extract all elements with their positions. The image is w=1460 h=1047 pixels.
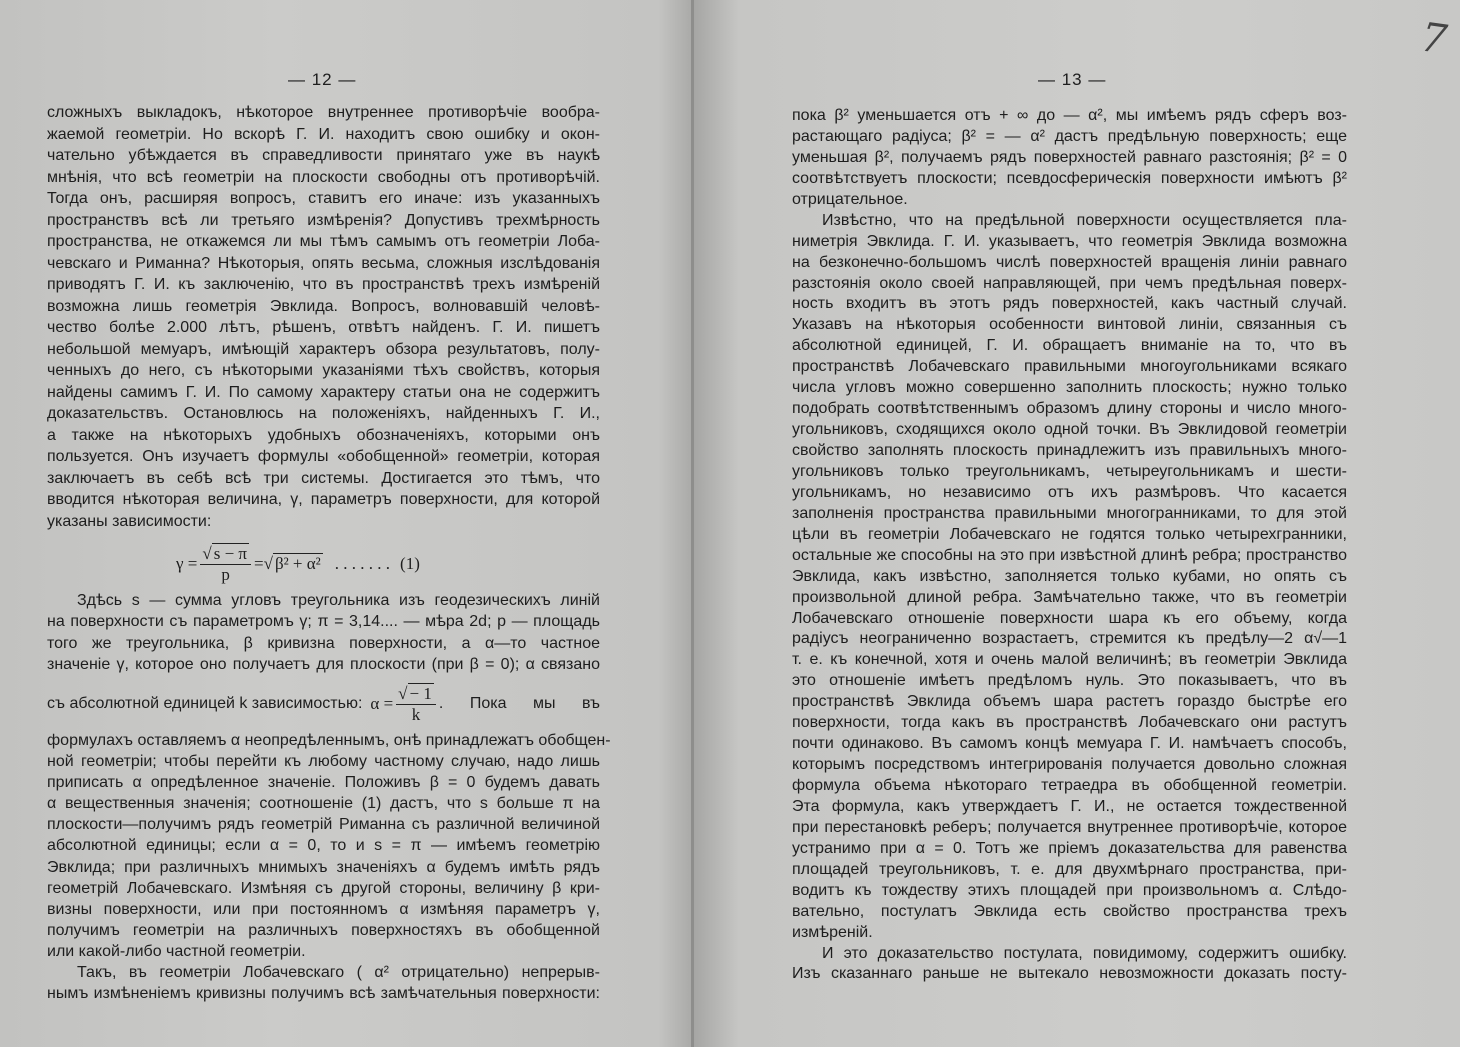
text-line: остальные же способны на это при извѣстной длинѣ ребра; пространство — [792, 546, 1347, 564]
text-line: чательно убѣждается въ справедливости принятаго уже въ наукѣ — [47, 147, 600, 164]
text-line: сложныхъ выкладокъ, нѣкоторое внутреннее противорѣчіе вообра- — [47, 104, 600, 121]
handwritten-margin-mark: 7 — [1417, 14, 1450, 64]
text-line: это отношеніе имѣетъ предѣломъ нуль. Это показываетъ, что въ — [792, 672, 1347, 690]
text-line: ченныхъ до него, съ нѣкоторыми указаніями тѣхъ свойствъ, которыя — [47, 362, 600, 379]
numerator: s − π — [213, 543, 247, 563]
text-line: соотвѣтствуетъ плоскости; псевдосферическія поверхности имѣютъ β² — [792, 169, 1347, 187]
text-line: И это доказательство постулата, повидимому, содержитъ ошибку. — [822, 944, 1347, 962]
formula-lhs: γ = — [176, 554, 198, 573]
alpha-line — [47, 684, 600, 724]
text-line: или какой-либо частной геометріи. — [47, 942, 306, 960]
text-line: ниметрія Эвклида. Г. И. указываетъ, что геометрія Эвклида возможна — [792, 232, 1347, 250]
text-line: формула объема нѣкотораго тетраедра въ обобщенной геометріи. — [792, 777, 1347, 794]
text-line: вательно, постулатъ Эвклида есть свойство пространства трехъ — [792, 902, 1347, 920]
text-block — [47, 590, 600, 676]
text-line: формулахъ оставляемъ α неопредѣленнымъ, онѣ принадлежатъ обобщен- — [47, 732, 611, 749]
left-page — [0, 0, 693, 1047]
text-line: возможна лишь геометрія Эвклида. Вопросъ, волновавшій человѣ- — [47, 297, 600, 315]
text-line: радіусъ неограниченно возрастаетъ, стремится къ предѣлу—2 α√—1 — [792, 630, 1347, 648]
text-line: жаемой геометріи. Но вскорѣ Г. И. находитъ свою ошибку и окон- — [47, 125, 600, 143]
text-line: пространствѣ Эвклида объемъ шара растетъ гораздо быстрѣе его — [792, 693, 1347, 711]
text-line: Тогда онъ, расширяя вопросъ, ставитъ его иначе: изъ указанныхъ — [47, 190, 600, 207]
text-line: устранимо при α = 0. Тотъ же пріемъ доказательства для равенства — [792, 839, 1347, 857]
formula-fraction: $\frac{√ s - \pi}{p}$ — [200, 544, 251, 585]
text-line: при перестановкѣ реберъ; получается внутреннее противорѣчіе, которое — [792, 818, 1347, 836]
alpha-line-tail: . Пока мы въ — [438, 695, 600, 712]
text-line: измѣреній. — [792, 923, 873, 941]
text-line: плоскости—получимъ рядъ геометрій Риманна съ различной величиной — [47, 816, 600, 834]
book-gutter — [691, 0, 694, 1047]
formula-1: γ = $\frac{√ s - \pi}{p}$ = √ β² + α² . . . . . . . (1) — [176, 543, 420, 584]
text-line: на безконечно-большомъ числѣ поверхностей вращенія линіи равнаго — [792, 253, 1347, 271]
text-line: поверхности, тогда какъ въ пространствѣ Лобачевскаго они растутъ — [792, 714, 1347, 732]
text-line: того же треугольника, β кривизна поверхности, а α—то частное — [47, 634, 600, 652]
text-line: Извѣстно, что на предѣльной поверхности осуществляется пла- — [822, 211, 1347, 229]
text-line: водитъ къ тождеству этихъ площадей при произвольномъ α. Слѣдо- — [792, 881, 1347, 899]
text-line: найдены самимъ Г. И. По самому характеру статьи она не содержитъ — [47, 383, 600, 401]
text-line: уменьшая β², получаемъ рядъ поверхностей равнаго разстоянія; β² = 0 — [792, 148, 1347, 166]
text-line: абсолютной единицей, Г. И. обращаетъ вниманіе на то, что въ — [792, 337, 1347, 355]
text-line: небольшой мемуаръ, имѣющій характеръ обзора результатовъ, полу- — [47, 340, 600, 358]
text-block — [792, 106, 1347, 985]
text-line: Эта формула, какъ утверждаетъ Г. И., не остается тождественной — [792, 797, 1347, 815]
text-line: заполненія пространства правильными многогранниками, то для этой — [792, 504, 1347, 522]
text-line: чество болѣе 2.000 лѣтъ, рѣшенъ, отвѣтъ найденъ. Г. И. пишетъ — [47, 319, 600, 336]
text-line: ность входитъ въ этотъ рядъ поверхностей, какъ частный случай. — [792, 295, 1347, 313]
text-line: Эвклида, какъ извѣстно, заполняется только кубами, но опять съ — [792, 567, 1347, 585]
text-line: Изъ сказаннаго раньше не вытекало невозможности доказать посту- — [792, 965, 1347, 983]
text-line: доказательствъ. Остановлюсь на положеніяхъ, найденныхъ Г. И., — [47, 405, 600, 422]
text-line: Лобачевскаго отношеніе поверхности шара къ его объему, когда — [792, 609, 1347, 627]
text-line: нымъ измѣненіемъ кривизны получимъ всѣ замѣчательныя поверхности: — [47, 985, 600, 1003]
text-line: вводится нѣкоторая величина, γ, параметръ поверхности, для которой — [47, 491, 600, 508]
text-line: Указавъ на нѣкоторыя особенности винтовой линіи, связанныя съ — [792, 316, 1347, 334]
text-line: указаны зависимости: — [47, 512, 212, 530]
text-line: растающаго радіуса; β² = — α² дастъ предѣльную поверхность; еще — [792, 127, 1347, 145]
text-line: пока β² уменьшается отъ + ∞ до — α², мы имѣемъ рядъ сферъ воз- — [792, 107, 1347, 124]
text-line: угольниковъ, сходящихся около одной точки. Въ Эвклидовой геометріи — [792, 421, 1347, 439]
text-line: пространствъ всѣ ли третьяго измѣренія? Допустивъ трехмѣрность — [47, 211, 600, 229]
text-line: пользуется. Онъ изучаетъ формулы «обобщенной» геометріи, которая — [47, 448, 600, 465]
text-line: визны поверхности, или при постоянномъ α измѣняя параметръ γ, — [47, 900, 600, 918]
text-line: числа угловъ можно совершенно заполнить плоскость; нужно только — [792, 379, 1347, 397]
page-number: — 13 — — [1038, 70, 1107, 89]
text-line: геометрій Лобачевскаго. Измѣняя съ другой стороны, величину β кри- — [47, 879, 600, 897]
text-block — [47, 102, 600, 532]
text-line: почти одинаково. Въ самомъ концѣ мемуара Г. И. намѣчаетъ способъ, — [792, 735, 1347, 753]
formula-equals: = — [254, 554, 264, 573]
text-line: Здѣсь s — сумма угловъ треугольника изъ геодезическихъ линій — [77, 592, 600, 609]
text-line: чевскаго и Риманна? Нѣкоторыя, опять весьма, сложныя изслѣдованія — [47, 254, 600, 272]
text-line: мнѣнія, что всѣ геометріи на плоскости свободны отъ противорѣчій. — [47, 168, 600, 186]
text-line: отрицательное. — [792, 190, 908, 208]
text-line: абсолютной единицы; если α = 0, то и s = π — имѣемъ геометрію — [47, 837, 600, 855]
text-block — [47, 730, 611, 1004]
alpha-lhs: α = — [370, 694, 394, 713]
text-line: пространства, не откажемся ли мы тѣмъ самымъ отъ геометріи Лоба- — [47, 233, 600, 250]
formula-dots: . . . . . . . — [334, 554, 391, 573]
text-line: угольникамъ, но независимо отъ ихъ размѣровъ. Что касается — [792, 483, 1347, 501]
denominator: p — [221, 564, 230, 584]
text-line: разстоянія около своей направляющей, при чемъ предѣльная поверх- — [792, 274, 1347, 292]
text-line: значеніе γ, которое оно получаетъ для плоскости (при β = 0); α связано — [47, 656, 600, 674]
text-line: получимъ геометріи на различныхъ поверхностяхъ въ обобщенной — [47, 921, 600, 939]
alpha-line-text: съ абсолютной единицей k зависимостью: — [47, 695, 363, 712]
text-line: а также на нѣкоторыхъ удобныхъ обозначеніяхъ, которыми онъ — [47, 426, 600, 444]
text-line: свойство заполнять плоскость принадлежитъ изъ правильныхъ много- — [792, 442, 1347, 459]
text-line: произвольной длиной ребра. Замѣчательно также, что въ геометріи — [792, 588, 1347, 606]
text-line: т. е. къ конечной, хотя и очень малой величинѣ; въ геометріи Эвклида — [792, 651, 1347, 669]
text-line: Эвклида; при различныхъ мнимыхъ значеніяхъ α будемъ имѣть рядъ — [47, 858, 600, 876]
text-line: ной геометріи; чтобы перейти къ любому частному случаю, надо лишь — [47, 753, 600, 771]
radicand: β² + α² — [274, 554, 321, 573]
text-line: на поверхности съ параметромъ γ; π = 3,14.... — мѣра 2d; p — площадь — [47, 613, 600, 631]
text-line: которымъ посредствомъ интегрированія получается довольно сложная — [792, 756, 1347, 774]
text-line: приводятъ Г. И. къ заключенію, что въ пространствѣ трехъ измѣреній — [47, 276, 600, 293]
formula-label: (1) — [400, 554, 420, 573]
denominator: k — [411, 704, 421, 724]
text-line: заключаетъ въ себѣ всѣ три системы. Достигается это тѣмъ, что — [47, 469, 600, 487]
text-line: угольниковъ только треугольникамъ, четыреугольникамъ и шести- — [792, 462, 1347, 480]
alpha-formula: α = $\frac{√ - 1}{k}$ — [370, 684, 438, 725]
text-line: приписать α опредѣленное значеніе. Положивъ β = 0 будемъ давать — [47, 774, 600, 792]
text-line: α вещественныя значенія; соотношеніе (1) дастъ, что s больше π на — [47, 795, 600, 813]
right-page — [693, 0, 1460, 1047]
text-line: подобрать соотвѣтственнымъ образомъ длину стороны и число много- — [792, 400, 1347, 418]
text-line: пространствѣ Лобачевскаго правильными многоугольниками всякаго — [792, 358, 1347, 376]
page-number: — 12 — — [288, 70, 357, 89]
text-line: площадей треугольниковъ, т. е. для двухмѣрнаго пространства, при- — [792, 860, 1347, 878]
numerator: − 1 — [409, 683, 432, 703]
text-line: цѣли въ геометріи Лобачевскаго не годятся только четырехгранники, — [792, 525, 1347, 543]
text-line: Такъ, въ геометріи Лобачевскаго ( α² отрицательно) непрерыв- — [77, 964, 600, 982]
